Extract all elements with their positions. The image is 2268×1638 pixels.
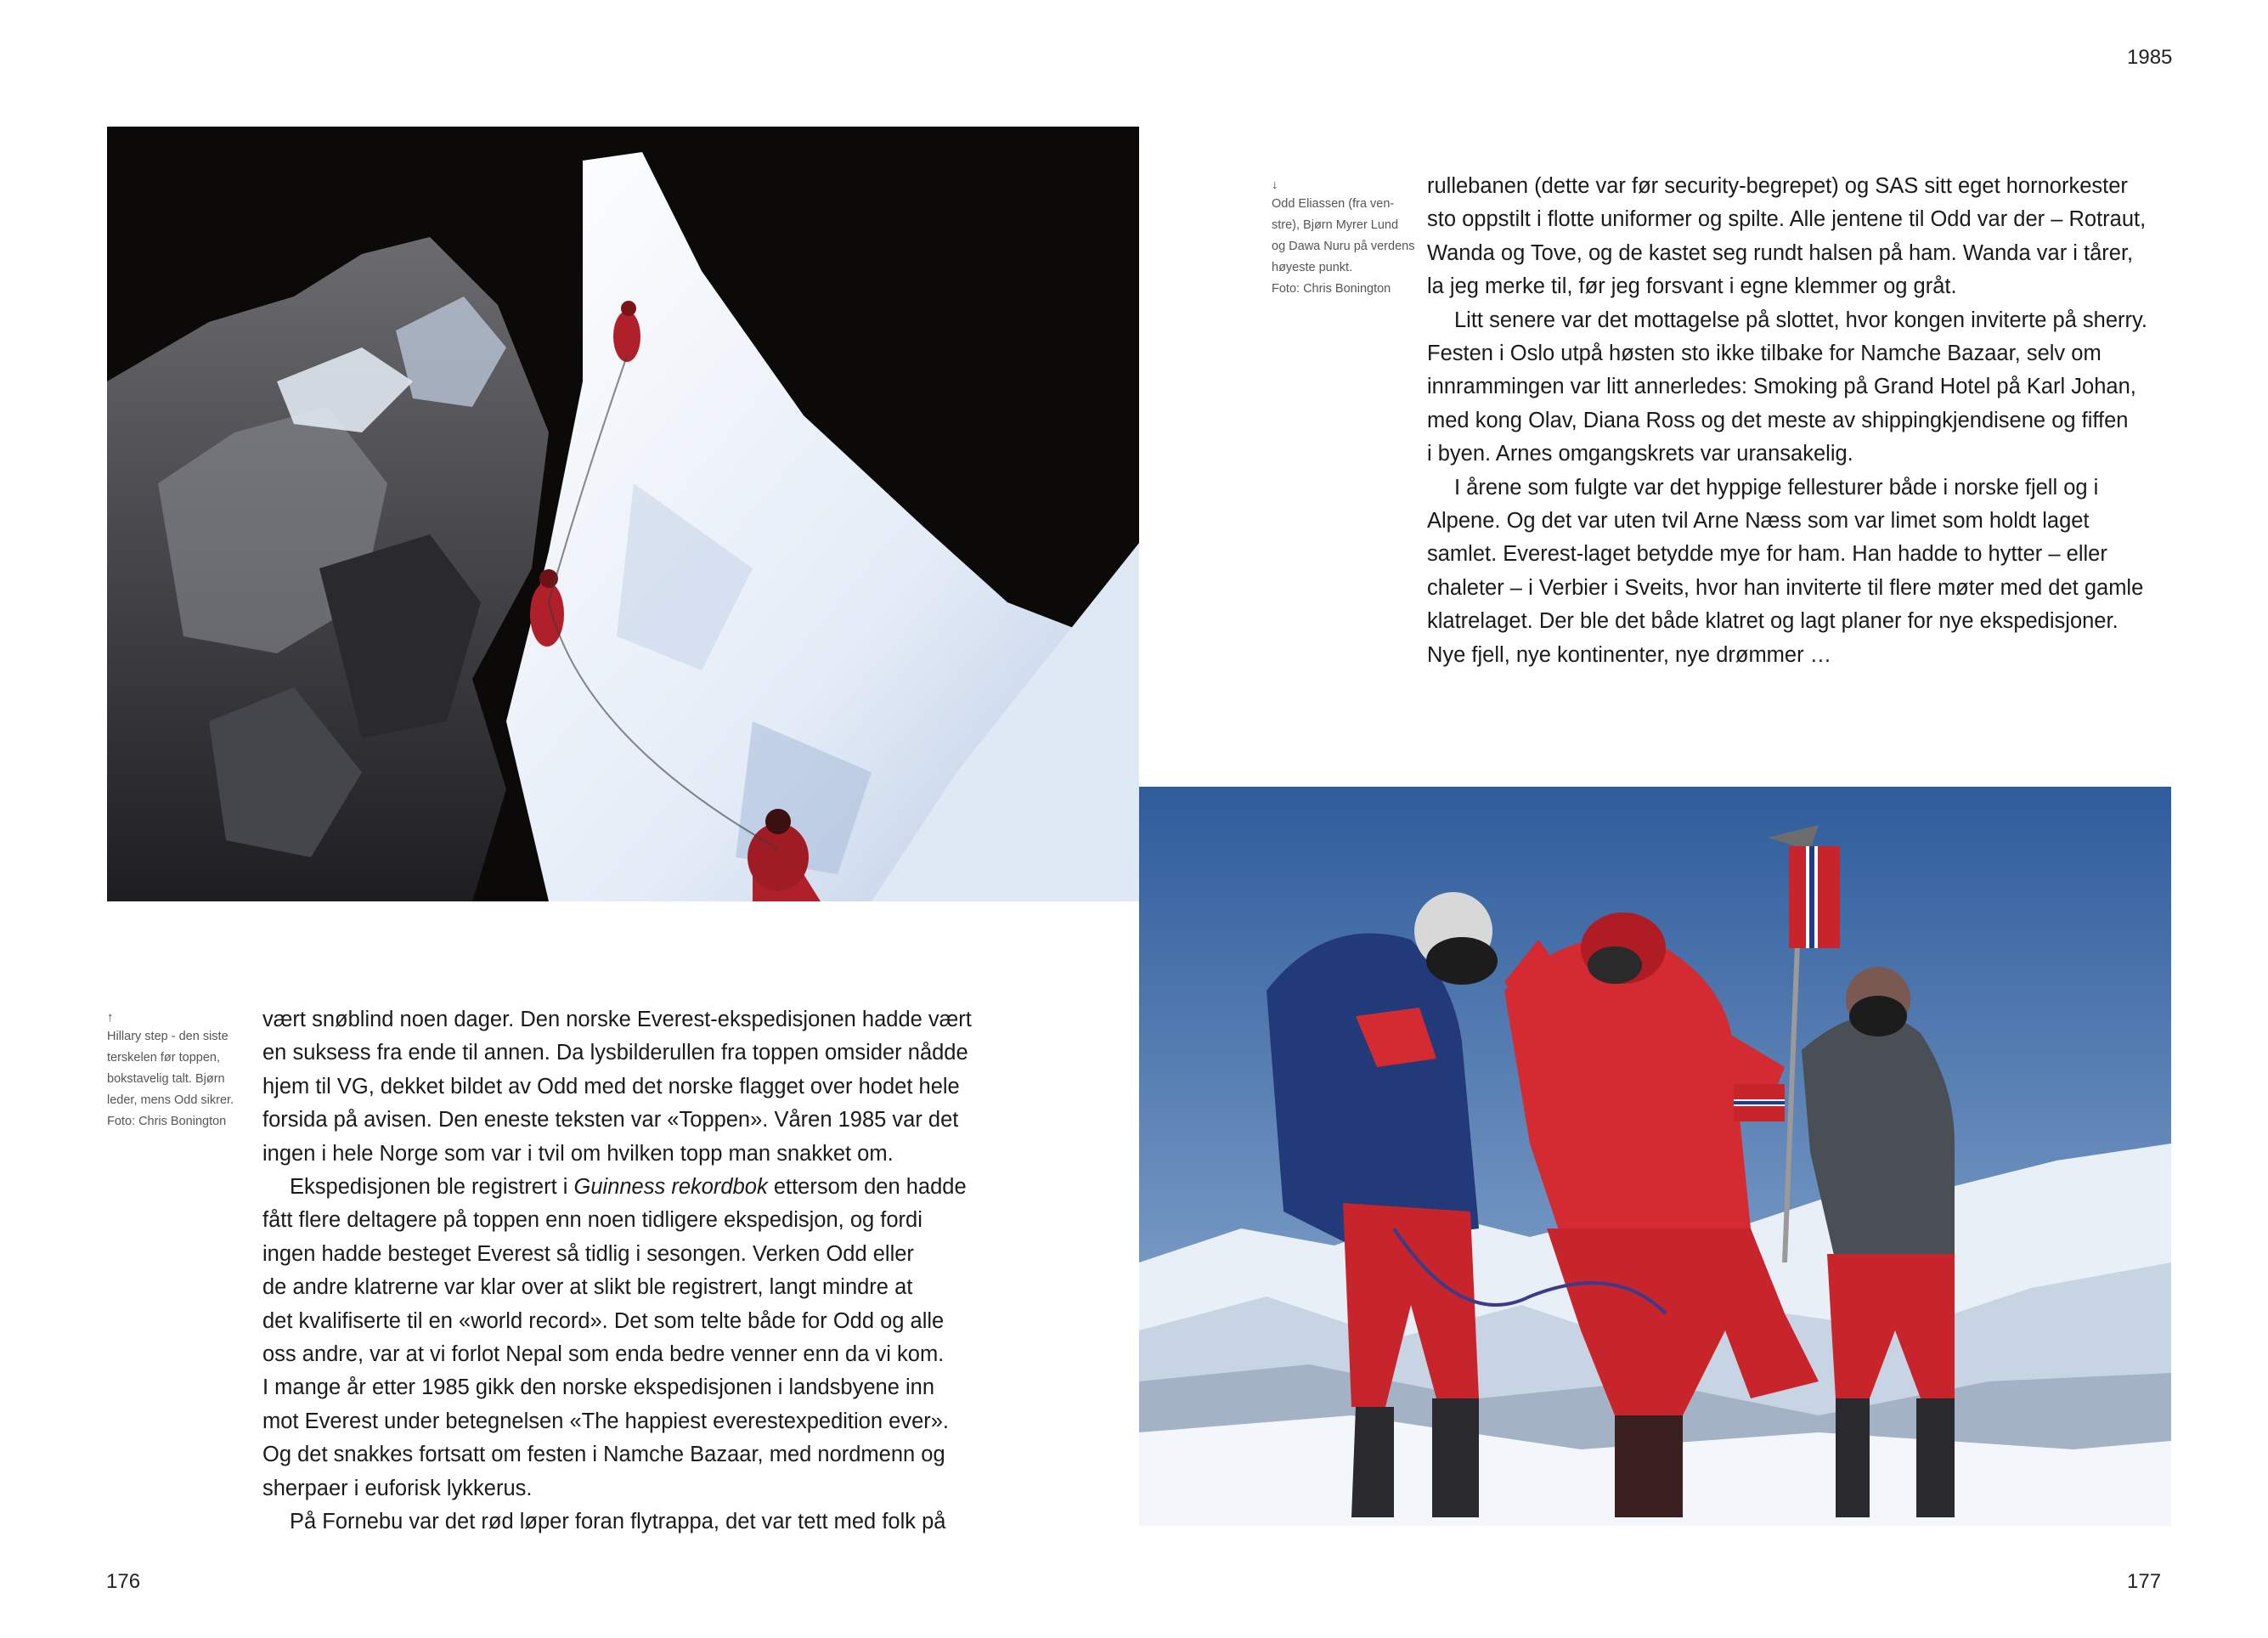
caption-line: bokstavelig talt. Bjørn	[107, 1072, 225, 1086]
text-line: de andre klatrerne var klar over at slikt ble registrert, langt mindre at	[262, 1275, 913, 1300]
caption-summit-photo	[1272, 177, 1414, 300]
body-text-left	[262, 1003, 972, 1539]
text-line: Og det snakkes fortsatt om festen i Namche Bazaar, med nordmenn og	[262, 1443, 945, 1467]
text-line: Alpene. Og det var uten tvil Arne Næss som var limet som holdt laget	[1427, 509, 2090, 534]
text-line: mot Everest under betegnelsen «The happiest everestexpedition ever».	[262, 1409, 950, 1433]
text-line: det kvalifiserte til en «world record». Det som telte både for Odd og alle	[262, 1308, 945, 1333]
text-line: rullebanen (dette var før security-begrepet) og SAS sitt eget hornorkester	[1427, 174, 2128, 198]
text-line: i byen. Arnes omgangskrets var uransakelig.	[1427, 442, 1853, 466]
italic-title-guinness: Guinness rekordbok	[573, 1175, 768, 1200]
text-line: chaleter – i Verbier i Sveits, hvor han inviterte til flere møter med det gamle	[1427, 575, 2144, 600]
text-line: Nye fjell, nye kontinenter, nye drømmer …	[1427, 642, 1832, 667]
text-fragment: ettersom den hadde	[767, 1175, 967, 1200]
text-line: I årene som fulgte var det hyppige fellesturer både i norske fjell og i	[1454, 475, 2099, 500]
text-line: sto oppstilt i flotte uniformer og spilte. Alle jentene til Odd var der – Rotraut,	[1427, 207, 2147, 232]
text-line: Wanda og Tove, og de kastet seg rundt halsen på ham. Wanda var i tårer,	[1427, 240, 2134, 265]
text-line: Litt senere var det mottagelse på slottet, hvor kongen inviterte på sherry.	[1454, 308, 2147, 332]
caption-line: Foto: Chris Bonington	[1272, 282, 1391, 296]
text-line: samlet. Everest-laget betydde mye for ham. Han hadde to hytter – eller	[1427, 542, 2107, 567]
caption-hillary-photo	[107, 1009, 234, 1132]
page-number-right: 177	[2127, 1570, 2162, 1593]
text-line: en suksess fra ende til annen. Da lysbilderullen fra toppen omsider nådde	[262, 1041, 968, 1065]
caption-line: leder, mens Odd sikrer.	[107, 1093, 234, 1107]
caption-arrow-up: ↑	[107, 1010, 114, 1025]
caption-line: Foto: Chris Bonington	[107, 1115, 227, 1128]
text-line: la jeg merke til, før jeg forsvant i egne klemmer og gråt.	[1427, 274, 1957, 299]
text-line: vært snøblind noen dager. Den norske Everest-ekspedisjonen hadde vært	[262, 1008, 972, 1031]
photo-hillary-step-illustration	[107, 127, 1139, 901]
text-line: På Fornebu var det rød løper foran flytrappa, det var tett med folk på	[290, 1510, 946, 1534]
caption-arrow-down: ↓	[1272, 178, 1278, 192]
text-line: innrammingen var litt annerledes: Smoking på Grand Hotel på Karl Johan,	[1427, 375, 2136, 399]
photo-summit-illustration	[1139, 787, 2171, 1526]
photo-hillary-step	[107, 127, 1139, 901]
text-line: ingen hadde besteget Everest så tidlig i sesongen. Verken Odd eller	[262, 1241, 914, 1266]
text-line: fått flere deltagere på toppen enn noen tidligere ekspedisjon, og fordi	[262, 1208, 922, 1233]
text-line: sherpaer i euforisk lykkerus.	[262, 1476, 533, 1500]
text-line: I mange år etter 1985 gikk den norske ekspedisjonen i landsbyene inn	[262, 1375, 935, 1400]
caption-line: Hillary step - den siste	[107, 1030, 228, 1043]
running-head: 1985	[2127, 46, 2173, 69]
text-line: Festen i Oslo utpå høsten sto ikke tilbake for Namche Bazaar, selv om	[1427, 342, 2102, 366]
text-line: forsida på avisen. Den eneste teksten var «Toppen». Våren 1985 var det	[262, 1108, 959, 1132]
caption-line: terskelen før toppen,	[107, 1051, 220, 1065]
photo-summit-group	[1139, 787, 2171, 1526]
text-line: hjem til VG, dekket bildet av Odd med det norske flagget over hodet hele	[262, 1074, 960, 1099]
caption-line: høyeste punkt.	[1272, 261, 1353, 274]
text-line: ingen i hele Norge som var i tvil om hvilken topp man snakket om.	[262, 1141, 894, 1166]
text-line: oss andre, var at vi forlot Nepal som enda bedre venner enn da vi kom.	[262, 1342, 945, 1367]
body-text-right	[1427, 170, 2147, 672]
text-line: med kong Olav, Diana Ross og det meste av shippingkjendisene og fiffen	[1427, 408, 2129, 432]
text-line: klatrelaget. Der ble det både klatret og lagt planer for nye ekspedisjoner.	[1427, 609, 2118, 634]
text-fragment: Ekspedisjonen ble registrert i	[290, 1175, 574, 1200]
page-number-left: 176	[106, 1570, 141, 1593]
caption-line: stre), Bjørn Myrer Lund	[1272, 218, 1399, 232]
text-line-guinness	[262, 1171, 972, 1204]
caption-line: og Dawa Nuru på verdens	[1272, 240, 1415, 253]
caption-line: Odd Eliassen (fra ven-	[1272, 197, 1395, 211]
